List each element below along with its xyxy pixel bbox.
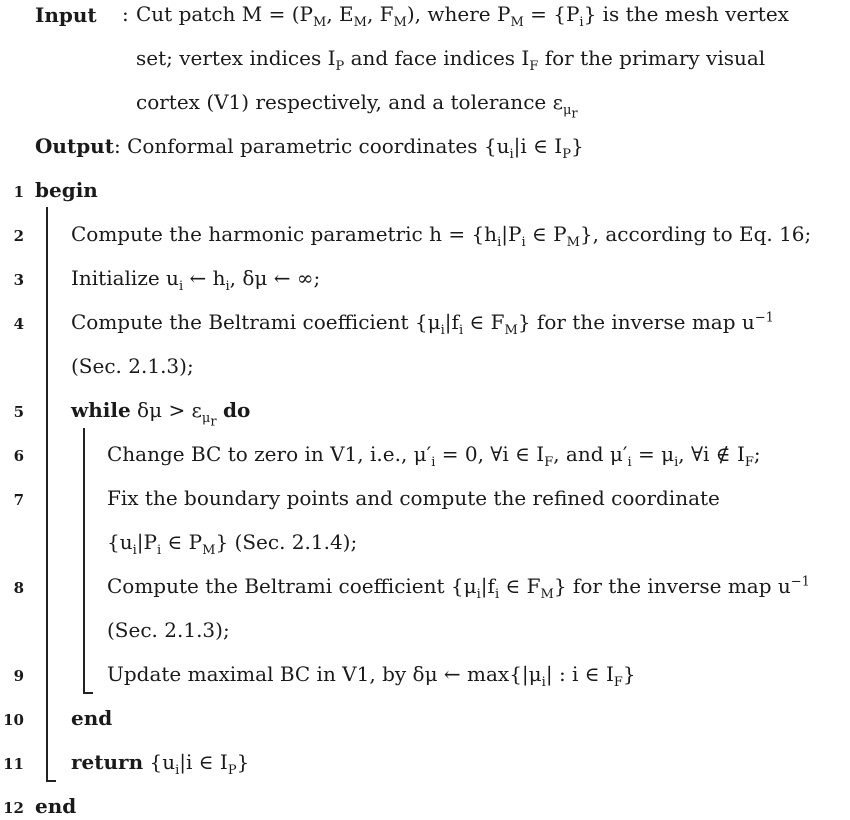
step-3: Initialize $u_i$ ← $h_i$, δμ ← ∞; xyxy=(71,266,321,294)
line-number: 7 xyxy=(13,491,24,509)
step-2: Compute the harmonic parametric $h = \{h_i|P_i$ ∈ $P_M$}, according to Eq. 16; xyxy=(71,222,812,250)
outer-block-tick xyxy=(46,780,56,782)
input-line-1: Cut patch $M = (P_M$, $E_M$, $F_M$), where $P_M = \{P_i\}$ is the mesh vertex xyxy=(136,2,789,30)
step-9: Update maximal BC in V1, by δμ ← $\max\{|\mu_i|$ : i ∈ $I_F$} xyxy=(107,662,636,690)
step-5: while $\delta\mu > \varepsilon_{\mu_r}$ do xyxy=(71,398,251,430)
step-11: return {$u_i|i$ ∈ $I_P$} xyxy=(71,750,250,778)
output-row: Output: Conformal parametric coordinates {$u_i|i$ ∈ $I_P$} xyxy=(35,134,584,162)
input-line-3: cortex (V1) respectively, and a tolerance $\varepsilon_{\mu_r}$ xyxy=(136,90,578,122)
step-8-cont: (Sec. 2.1.3); xyxy=(107,618,230,642)
line-number: 2 xyxy=(13,227,24,245)
step-4-cont: (Sec. 2.1.3); xyxy=(71,354,194,378)
while-block-tick xyxy=(83,692,93,694)
step-7: Fix the boundary points and compute the refined coordinate xyxy=(107,486,720,510)
input-row xyxy=(35,2,97,28)
end-keyword: end xyxy=(35,794,77,818)
input-label: Input xyxy=(35,3,97,27)
line-number: 4 xyxy=(13,315,24,333)
line-number: 8 xyxy=(13,579,24,597)
outer-block-bar xyxy=(46,207,48,781)
step-4: Compute the Beltrami coefficient {$\mu_i|f_i$ ∈ $F_M$} for the inverse map $u^{-1}$ xyxy=(71,310,774,338)
line-number: 3 xyxy=(13,271,24,289)
line-number: 6 xyxy=(13,447,24,465)
step-8: Compute the Beltrami coefficient {$\mu_i|f_i$ ∈ $F_M$} for the inverse map $u^{-1}$ xyxy=(107,574,810,602)
input-line-2: set; vertex indices $I_P$ and face indices $I_F$ for the primary visual xyxy=(136,46,766,74)
line-number: 9 xyxy=(13,667,24,685)
line-number: 5 xyxy=(13,403,24,421)
while-keyword: while xyxy=(71,398,131,422)
line-number: 12 xyxy=(3,799,24,817)
input-colon: : xyxy=(122,2,129,26)
line-number: 1 xyxy=(13,183,24,201)
end-while-keyword: end xyxy=(71,706,113,730)
begin-keyword: begin xyxy=(35,178,98,202)
do-keyword: do xyxy=(222,398,251,422)
step-6: Change BC to zero in V1, i.e., $\mu'_i = 0$, ∀i ∈ $I_F$, and $\mu'_i = \mu_i$, ∀i ∉ $I_F$; xyxy=(107,442,761,470)
output-label: Output xyxy=(35,134,114,158)
line-number: 11 xyxy=(3,755,24,773)
while-block-bar xyxy=(83,428,85,693)
return-keyword: return xyxy=(71,750,144,774)
line-number: 10 xyxy=(3,711,24,729)
step-7-cont: {$u_i|P_i$ ∈ $P_M$} (Sec. 2.1.4); xyxy=(107,530,358,558)
